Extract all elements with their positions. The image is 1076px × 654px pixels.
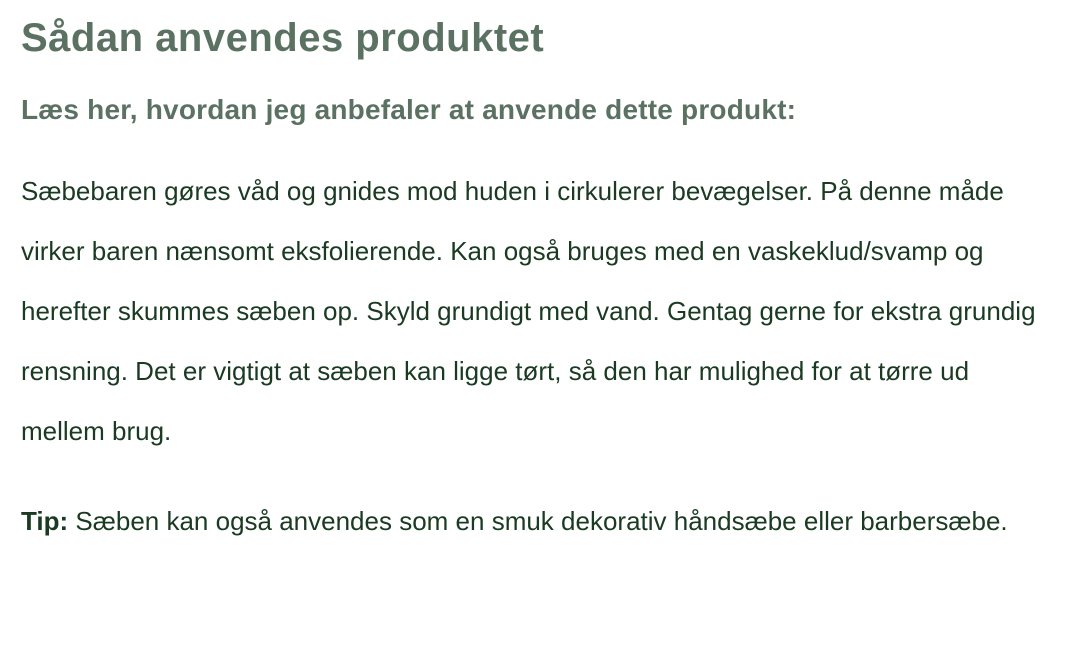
tip-paragraph bbox=[21, 491, 1040, 551]
tip-label: Tip: bbox=[21, 506, 69, 536]
usage-paragraph: Sæbebaren gøres våd og gnides mod huden i cirkulerer bevægelser. På denne måde virker baren nænsomt eksfolierende. Kan også bruges med en vaskeklud/svamp og herefter skummes sæben op. Skyld grundigt med vand. Gentag gerne for ekstra grundig rensning. Det er vigtigt at sæben kan ligge tørt, så den har mulighed for at tørre ud mellem brug. bbox=[21, 176, 1036, 446]
page-title: Sådan anvendes produktet bbox=[21, 16, 545, 60]
section-subtitle: Læs her, hvordan jeg anbefaler at anvende dette produkt: bbox=[21, 94, 797, 125]
tip-text: Sæben kan også anvendes som en smuk dekorativ håndsæbe eller barbersæbe. bbox=[68, 506, 1008, 536]
